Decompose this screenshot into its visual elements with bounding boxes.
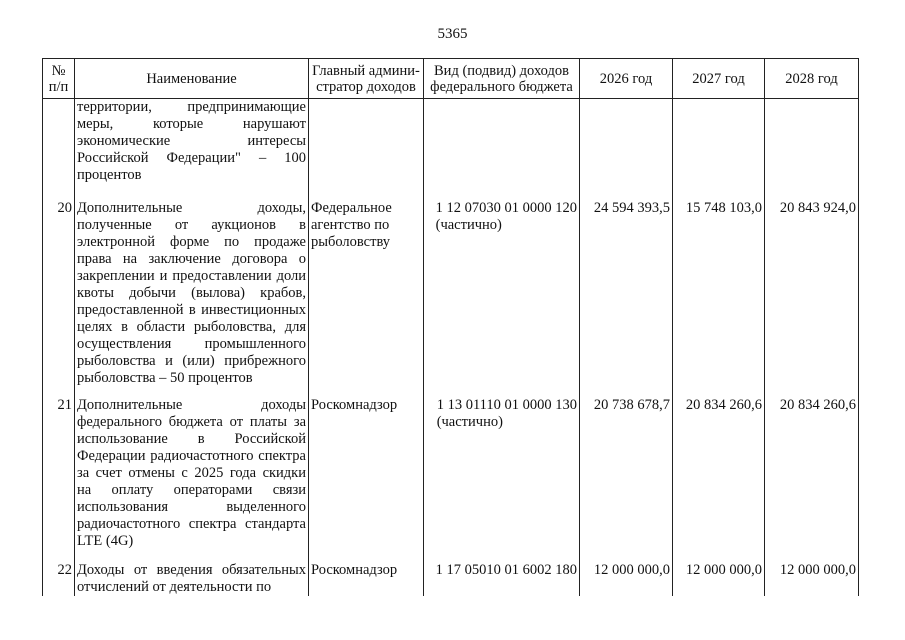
row-num: 20 [43,200,75,397]
table-row [43,200,859,397]
row-2027: 12 000 000,0 [673,562,765,596]
row-2026: 24 594 393,5 [580,200,673,397]
header-2027: 2027 год [673,59,765,99]
header-2026: 2026 год [580,59,673,99]
row-num [43,99,75,201]
row-code-note: (частично) [436,414,503,430]
row-admin: Роскомнадзор [309,397,424,562]
row-code: 1 13 01110 01 0000 130 [436,397,577,413]
row-2028 [765,99,859,201]
row-name: Доходы от введения обязательных отчислений от деятельности по [75,562,309,596]
table-header-row [43,59,859,99]
row-code-note: (частично) [435,217,502,233]
row-2027: 20 834 260,6 [673,397,765,562]
row-code-cell [424,200,580,397]
header-num: № п/п [43,59,75,99]
row-2028: 20 843 924,0 [765,200,859,397]
revenue-table [42,58,859,596]
row-num: 22 [43,562,75,596]
row-code: 1 12 07030 01 0000 120 [435,200,577,216]
table-row [43,562,859,596]
page-number: 5365 [437,26,468,42]
row-admin: Роскомнадзор [309,562,424,596]
row-2028: 12 000 000,0 [765,562,859,596]
row-admin: Федеральное агентство по рыболовству [309,200,424,397]
row-code-cell [424,99,580,201]
header-admin: Главный админи- стратор доходов [309,59,424,99]
header-name: Наименование [75,59,309,99]
row-2026: 20 738 678,7 [580,397,673,562]
header-code: Вид (подвид) доходов федерального бюджета [424,59,580,99]
row-name: Дополнительные доходы федерального бюджета от платы за использование в Российской Федерации радиочастотного спектра за счет отмены с 2025 года скидки на оплату операторами связи использования выделенного радиочастотного спектра стандарта LTE (4G) [75,397,309,562]
row-2027: 15 748 103,0 [673,200,765,397]
row-2027 [673,99,765,201]
row-name: территории, предпринимающие меры, которые нарушают экономические интересы Российской Федерации" – 100 процентов [75,99,309,201]
header-2028: 2028 год [765,59,859,99]
row-2028: 20 834 260,6 [765,397,859,562]
table-row [43,397,859,562]
row-code: 1 17 05010 01 6002 180 [435,562,577,578]
row-admin [309,99,424,201]
row-name: Дополнительные доходы, полученные от аукционов в электронной форме по продаже права на заключение договора о закреплении и предоставлении доли квоты добычи (вылова) крабов, предоставленной в инвестиционных целях в области рыболовства, для осуществления промышленного рыболовства и (или) прибрежного рыболовства – 50 процентов [75,200,309,397]
row-2026 [580,99,673,201]
row-2026: 12 000 000,0 [580,562,673,596]
row-num: 21 [43,397,75,562]
row-code-cell [424,397,580,562]
row-code-cell [424,562,580,596]
table-row [43,99,859,201]
